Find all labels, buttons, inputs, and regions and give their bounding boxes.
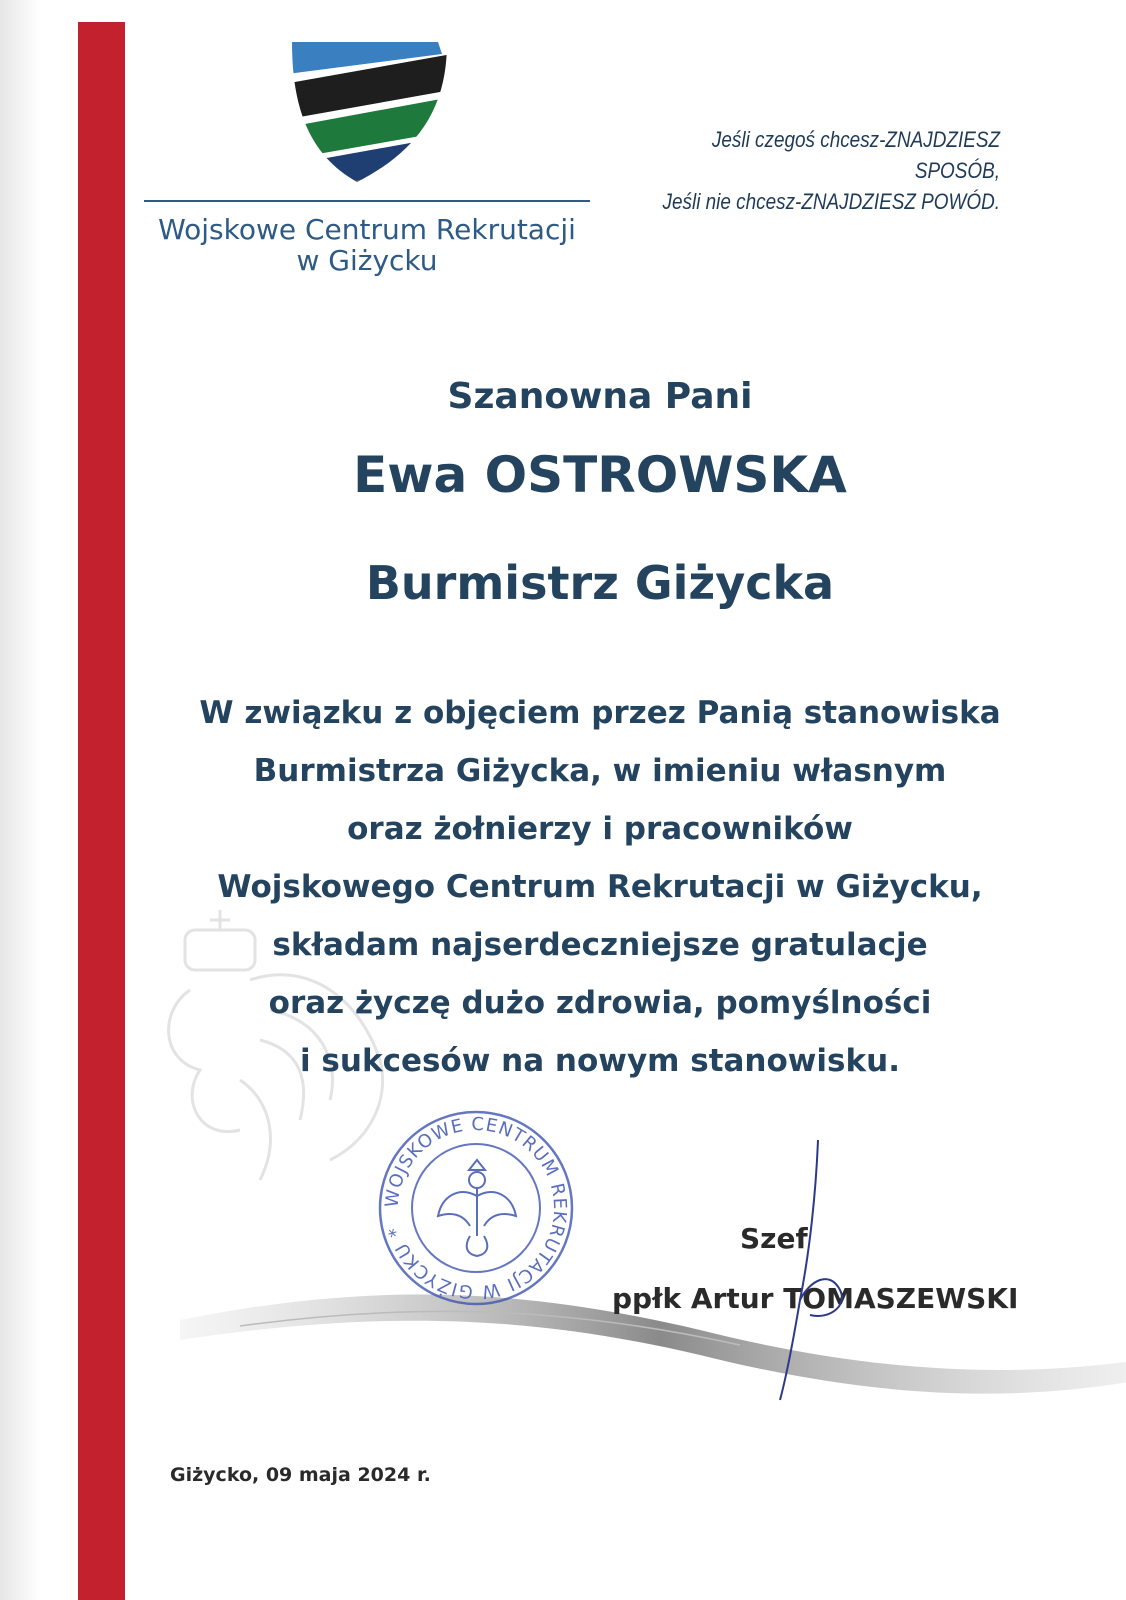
organization-name — [144, 214, 590, 276]
motto-line1: Jeśli czegoś chcesz-ZNAJDZIESZ SPOSÓB, — [711, 127, 1000, 183]
red-side-stripe — [78, 22, 125, 1600]
body-line: składam najserdeczniejsze gratulacje — [272, 927, 928, 963]
body-line: Wojskowego Centrum Rekrutacji w Giżycku, — [217, 869, 983, 905]
motto-line2: Jeśli nie chcesz-ZNAJDZIESZ POWÓD. — [662, 189, 1000, 214]
motto — [622, 124, 1000, 217]
body-line: oraz żołnierzy i pracowników — [347, 811, 853, 847]
body-line: Burmistrza Giżycka, w imieniu własnym — [253, 753, 947, 789]
place-and-date: Giżycko, 09 maja 2024 r. — [170, 1464, 431, 1486]
body-line: i sukcesów na nowym stanowisku. — [300, 1043, 900, 1079]
letter-body — [170, 684, 1030, 1090]
header-divider — [144, 200, 590, 202]
salutation: Szanowna Pani — [447, 376, 753, 417]
page-edge-shadow — [0, 0, 40, 1600]
organization-name-line1: Wojskowe Centrum Rekrutacji — [158, 213, 576, 246]
recipient-name: Ewa OSTROWSKA — [353, 446, 847, 504]
organization-name-line2: w Giżycku — [296, 244, 438, 277]
wcr-shield-logo-icon — [282, 34, 452, 184]
recipient-position: Burmistrz Giżycka — [365, 556, 835, 610]
signer-title: Szef — [740, 1222, 808, 1255]
svg-text:WOJSKOWE CENTRUM REKRUTACJI W: WOJSKOWE CENTRUM REKRUTACJI W GIŻYCKU * — [381, 1113, 571, 1303]
stamp-eagle-icon — [434, 1156, 520, 1260]
handwritten-signature — [740, 1130, 860, 1410]
body-line: W związku z objęciem przez Panią stanowiska — [199, 695, 1001, 731]
body-line: oraz życzę dużo zdrowia, pomyślności — [268, 985, 932, 1021]
signer-name: ppłk Artur TOMASZEWSKI — [612, 1282, 1019, 1315]
